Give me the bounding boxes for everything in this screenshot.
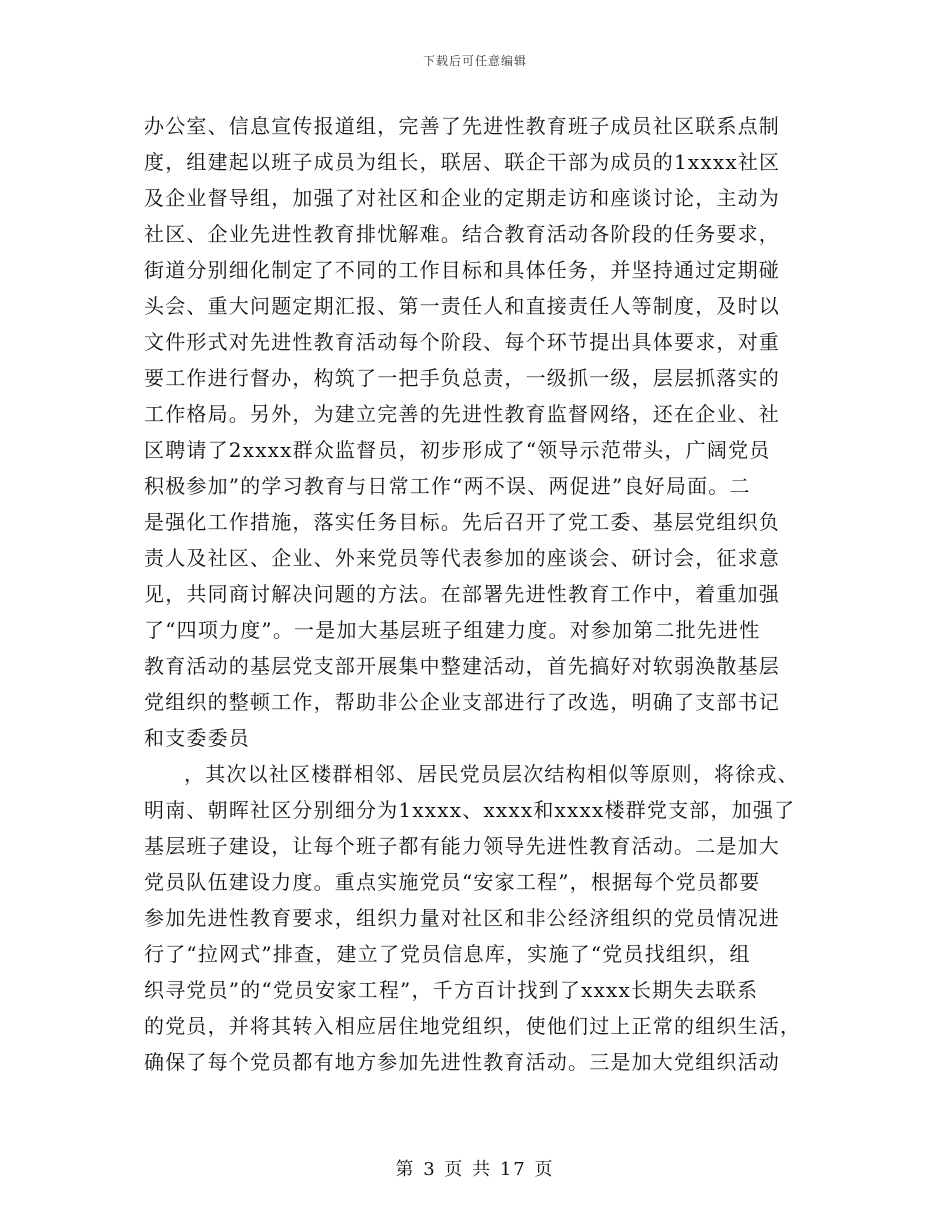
text-line: 是强化工作措施，落实任务目标。先后召开了党工委、基层党组织负 [144,510,780,534]
text-line: 区聘请了2xxxx群众监督员，初步形成了“领导示范带头，广阔党员 [144,438,771,462]
text-line: 党组织的整顿工作，帮助非公企业支部进行了改选，明确了支部书记 [144,690,780,714]
text-line: 确保了每个党员都有地方参加先进性教育活动。三是加大党组织活动 [144,1050,780,1074]
text-line: 社区、企业先进性教育排忧解难。结合教育活动各阶段的任务要求， [144,222,780,246]
page-footer: 第 3 页 共 17 页 [395,1159,555,1180]
text-line: 了“四项力度”。一是加大基层班子组建力度。对参加第二批先进性 [144,618,761,642]
text-line: 积极参加”的学习教育与日常工作“两不误、两促进”良好局面。二 [144,474,751,498]
text-line: 街道分别细化制定了不同的工作目标和具体任务，并坚持通过定期碰 [144,258,780,282]
text-line: 党员队伍建设力度。重点实施党员“安家工程”，根据每个党员都要 [144,870,761,894]
text-line: 度，组建起以班子成员为组长，联居、联企干部为成员的1xxxx社区 [144,150,781,174]
text-line: 文件形式对先进性教育活动每个阶段、每个环节提出具体要求，对重 [144,330,780,354]
text-line: 和支委委员 [144,726,250,750]
page-header: 下载后可任意编辑 [422,54,527,68]
text-line: 见，共同商讨解决问题的方法。在部署先进性教育工作中，着重加强 [144,582,780,606]
text-line: 明南、朝晖社区分别细分为1xxxx、xxxx和xxxx楼群党支部，加强了 [144,798,796,822]
text-line: 责人及社区、企业、外来党员等代表参加的座谈会、研讨会，征求意 [144,546,780,570]
body-text [144,108,808,1080]
text-line: 教育活动的基层党支部开展集中整建活动，首先搞好对软弱涣散基层 [144,654,780,678]
text-line: 头会、重大问题定期汇报、第一责任人和直接责任人等制度，及时以 [144,294,780,318]
text-line: 及企业督导组，加强了对社区和企业的定期走访和座谈讨论，主动为 [144,186,780,210]
text-line: 行了“拉网式”排查，建立了党员信息库，实施了“党员找组织，组 [144,942,751,966]
text-line: ，其次以社区楼群相邻、居民党员层次结构相似等原则，将徐戎、 [184,762,799,786]
text-line: 参加先进性教育要求，组织力量对社区和非公经济组织的党员情况进 [144,906,780,930]
text-line: 工作格局。另外，为建立完善的先进性教育监督网络，还在企业、社 [144,402,780,426]
text-line: 基层班子建设，让每个班子都有能力领导先进性教育活动。二是加大 [144,834,780,858]
text-line: 要工作进行督办，构筑了一把手负总责，一级抓一级，层层抓落实的 [144,366,780,390]
text-line: 的党员，并将其转入相应居住地党组织，使他们过上正常的组织生活， [144,1014,802,1038]
text-line: 织寻党员”的“党员安家工程”，千方百计找到了xxxx长期失去联系 [144,978,759,1002]
text-line: 办公室、信息宣传报道组，完善了先进性教育班子成员社区联系点制 [144,114,780,138]
